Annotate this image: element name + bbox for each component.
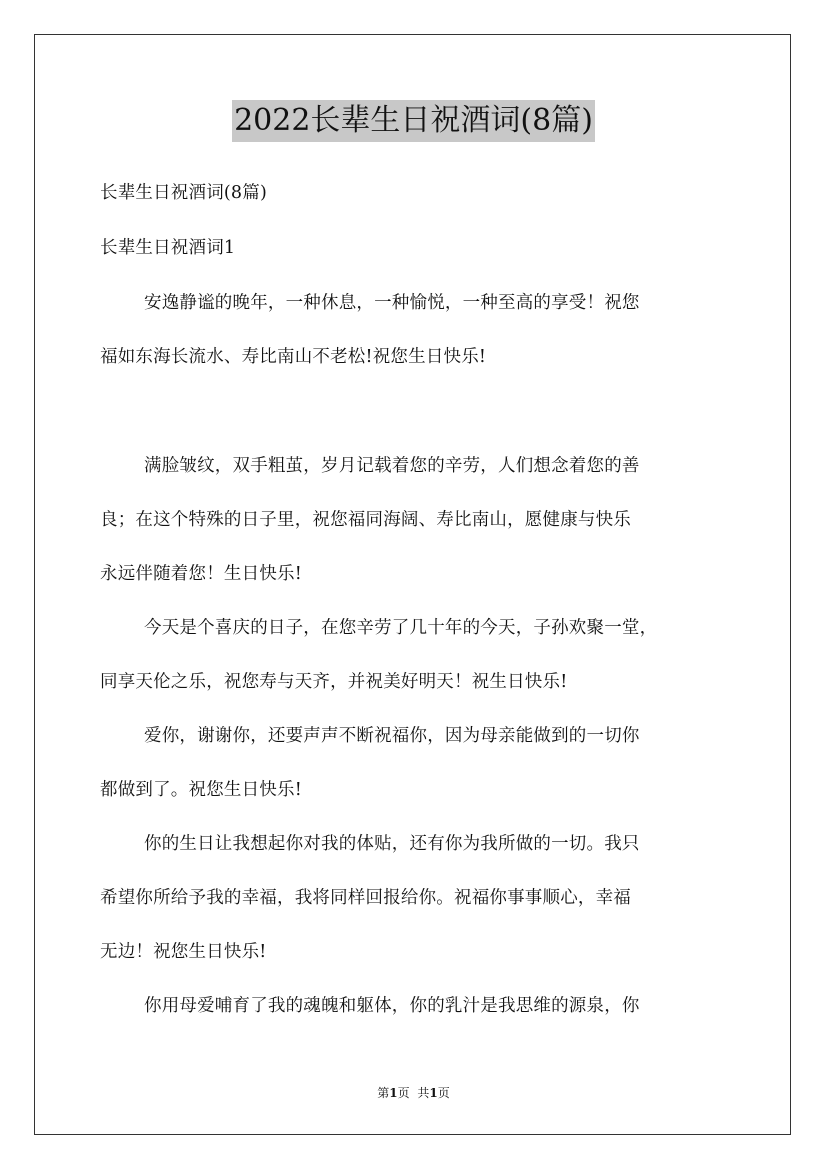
paragraph-line: 你用母爱哺育了我的魂魄和躯体，你的乳汁是我思维的源泉，你 (144, 996, 640, 1016)
page-current: 1 (389, 1086, 398, 1100)
section-heading: 长辈生日祝酒词1 (100, 238, 236, 258)
document-subtitle: 长辈生日祝酒词(8篇) (100, 183, 267, 203)
page-footer (0, 1085, 827, 1101)
paragraph-line: 良；在这个特殊的日子里，祝您福同海阔、寿比南山，愿健康与快乐 (100, 510, 631, 530)
paragraph-line: 希望你所给予我的幸福，我将同样回报给你。祝福你事事顺心，幸福 (100, 888, 631, 908)
paragraph-line: 永远伴随着您！生日快乐! (100, 564, 302, 584)
document-title: 2022长辈生日祝酒词(8篇) (232, 100, 595, 142)
paragraph-line: 今天是个喜庆的日子，在您辛劳了几十年的今天，子孙欢聚一堂， (144, 618, 658, 638)
total-prefix: 共 (417, 1086, 430, 1100)
total-suffix: 页 (437, 1086, 450, 1100)
paragraph-line: 满脸皱纹，双手粗茧，岁月记载着您的辛劳，人们想念着您的善 (144, 456, 640, 476)
page-total: 1 (429, 1086, 438, 1100)
title-container (0, 100, 827, 142)
paragraph-line: 爱你，谢谢你，还要声声不断祝福你，因为母亲能做到的一切你 (144, 726, 640, 746)
paragraph-line: 无边！祝您生日快乐! (100, 942, 267, 962)
paragraph-line: 你的生日让我想起你对我的体贴，还有你为我所做的一切。我只 (144, 834, 640, 854)
paragraph-line: 都做到了。祝您生日快乐! (100, 780, 302, 800)
paragraph-line: 福如东海长流水、寿比南山不老松!祝您生日快乐! (100, 347, 487, 367)
page-suffix: 页 (397, 1086, 410, 1100)
page-prefix: 第 (377, 1086, 390, 1100)
paragraph-line: 同享天伦之乐，祝您寿与天齐，并祝美好明天！祝生日快乐! (100, 672, 568, 692)
paragraph-line: 安逸静谧的晚年，一种休息，一种愉悦，一种至高的享受！祝您 (144, 293, 640, 313)
